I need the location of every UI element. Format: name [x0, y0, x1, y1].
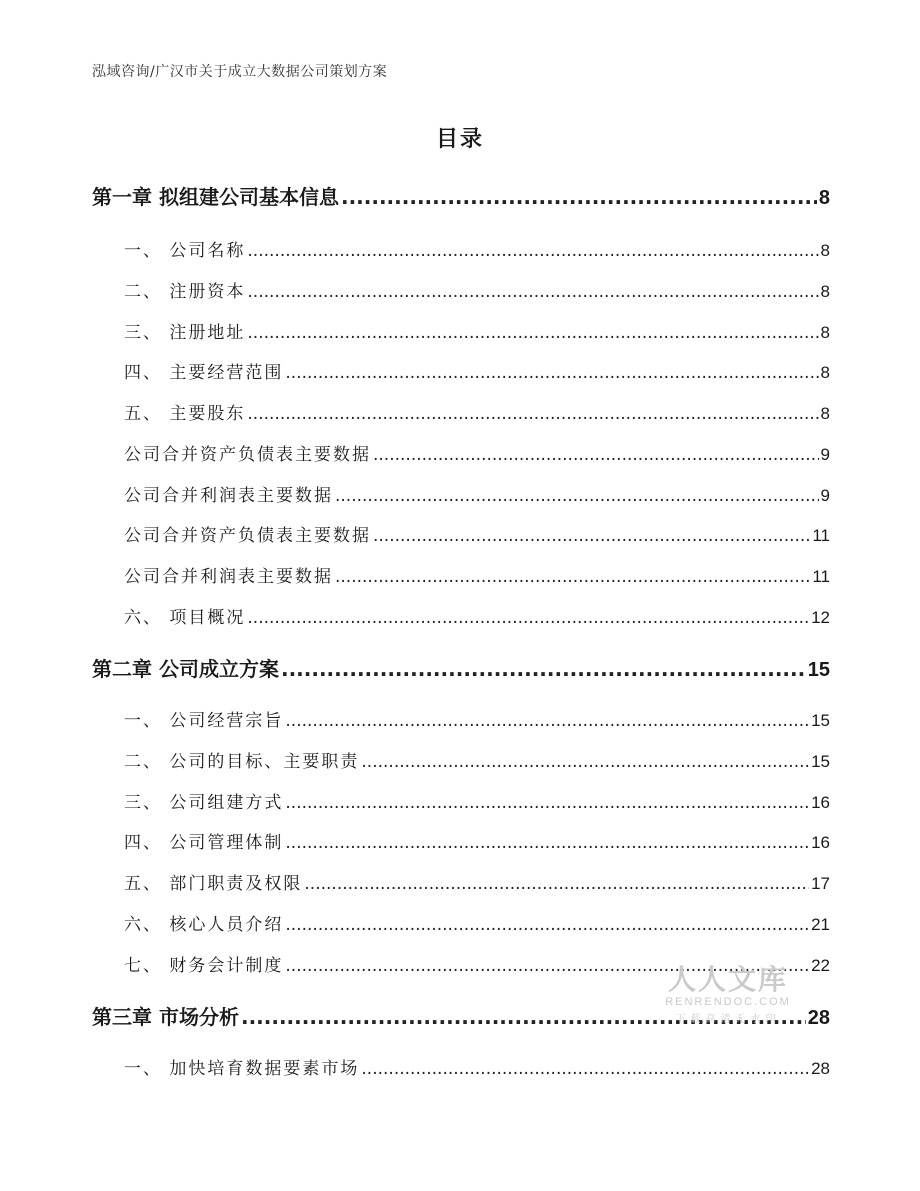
- toc-label: 二、 注册资本: [124, 282, 246, 302]
- watermark-main-text: 人人文库: [667, 963, 788, 996]
- toc-label: 一、 公司经营宗旨: [124, 711, 284, 731]
- toc-item[interactable]: [124, 440, 830, 465]
- renrendoc-watermark: [648, 958, 808, 1025]
- toc-label: 第一章 拟组建公司基本信息: [92, 185, 339, 209]
- toc-item[interactable]: [124, 869, 830, 894]
- toc-chapter-1[interactable]: [92, 181, 830, 210]
- watermark-url-text: RENRENDOC.COM: [665, 996, 791, 1008]
- toc-page: 22: [811, 956, 830, 975]
- toc-item[interactable]: [124, 562, 830, 587]
- toc-item[interactable]: [124, 603, 830, 628]
- toc-leader: [304, 874, 809, 894]
- toc-leader: [335, 486, 819, 506]
- toc-label: 公司合并利润表主要数据: [124, 486, 333, 506]
- toc-label: 五、 主要股东: [124, 404, 246, 424]
- toc-item[interactable]: [124, 277, 830, 302]
- watermark-tagline-text: 下载高清无水印: [675, 1014, 781, 1025]
- toc-page: 8: [820, 404, 830, 423]
- toc-label: 公司合并利润表主要数据: [124, 567, 333, 587]
- toc-item[interactable]: [124, 910, 830, 935]
- toc-label: 第三章 市场分析: [92, 1005, 239, 1029]
- document-header: 泓域咨询/广汉市关于成立大数据公司策划方案: [92, 64, 388, 80]
- toc-page: 17: [811, 874, 830, 893]
- toc-leader: [281, 657, 806, 681]
- toc-page: 9: [820, 486, 830, 505]
- toc-leader: [361, 1059, 809, 1079]
- toc-leader: [373, 445, 819, 465]
- toc-label: 三、 注册地址: [124, 323, 246, 343]
- toc-item[interactable]: [124, 788, 830, 813]
- toc-item[interactable]: [124, 358, 830, 383]
- toc-page: 15: [811, 711, 830, 730]
- toc-leader: [285, 793, 809, 813]
- toc-leader: [247, 608, 809, 628]
- toc-leader: [335, 567, 810, 587]
- toc-label: 一、 加快培育数据要素市场: [124, 1059, 360, 1079]
- toc-leader: [285, 915, 809, 935]
- toc-page: 28: [807, 1007, 830, 1029]
- toc-page: 8: [820, 282, 830, 301]
- toc-item[interactable]: [124, 706, 830, 731]
- toc-label: 三、 公司组建方式: [124, 793, 284, 813]
- toc-page: 16: [811, 793, 830, 812]
- toc-leader: [285, 363, 818, 383]
- toc-page: 8: [818, 187, 830, 209]
- toc-item[interactable]: [124, 481, 830, 506]
- toc-item[interactable]: [124, 318, 830, 343]
- toc-label: 公司合并资产负债表主要数据: [124, 445, 371, 465]
- toc-leader: [247, 323, 818, 343]
- toc-page: 11: [812, 567, 830, 586]
- toc-item[interactable]: [124, 521, 830, 546]
- toc-label: 六、 核心人员介绍: [124, 915, 284, 935]
- toc-leader: [285, 711, 809, 731]
- toc-leader: [341, 185, 817, 209]
- toc-item[interactable]: [124, 399, 830, 424]
- toc-page: 15: [811, 752, 830, 771]
- toc-label: 四、 主要经营范围: [124, 363, 284, 383]
- toc-leader: [285, 833, 809, 853]
- toc-label: 第二章 公司成立方案: [92, 657, 279, 681]
- toc-item[interactable]: [124, 236, 830, 261]
- toc-label: 四、 公司管理体制: [124, 833, 284, 853]
- toc-item[interactable]: [124, 828, 830, 853]
- toc-item[interactable]: [124, 747, 830, 772]
- toc-label: 公司合并资产负债表主要数据: [124, 526, 371, 546]
- toc-leader: [361, 752, 809, 772]
- toc-chapter-2[interactable]: [92, 653, 830, 682]
- toc-page: 16: [811, 833, 830, 852]
- toc-label: 二、 公司的目标、主要职责: [124, 752, 360, 772]
- toc-page: 15: [807, 659, 830, 681]
- toc-leader: [247, 282, 818, 302]
- toc-page: 28: [811, 1059, 830, 1078]
- toc-leader: [247, 404, 818, 424]
- toc-page: 8: [820, 363, 830, 382]
- toc-page: 8: [820, 241, 830, 260]
- toc-leader: [247, 241, 818, 261]
- toc-label: 五、 部门职责及权限: [124, 874, 303, 894]
- toc-page: 21: [811, 915, 830, 934]
- toc-page: 9: [820, 445, 830, 464]
- toc-leader: [373, 526, 810, 546]
- toc-page: 12: [811, 608, 830, 627]
- toc-page: 11: [812, 526, 830, 545]
- toc-label: 六、 项目概况: [124, 608, 246, 628]
- toc-label: 一、 公司名称: [124, 241, 246, 261]
- toc-label: 七、 财务会计制度: [124, 956, 284, 976]
- toc-item[interactable]: [124, 1054, 830, 1079]
- toc-title: 目录: [435, 127, 484, 152]
- toc-page: 8: [820, 323, 830, 342]
